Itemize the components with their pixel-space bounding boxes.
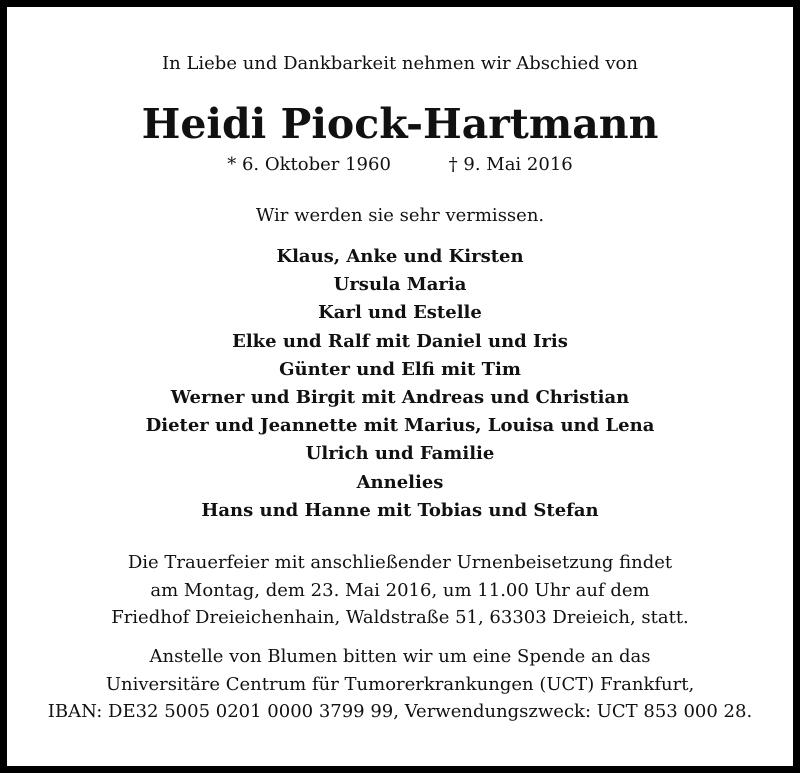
donation-info bbox=[7, 643, 793, 726]
death-date: † 9. Mai 2016 bbox=[448, 154, 573, 175]
mourners-list bbox=[7, 243, 793, 525]
ceremony-info bbox=[7, 549, 793, 632]
mourner-line: Hans und Hanne mit Tobias und Stefan bbox=[201, 499, 599, 521]
mourner-line: Klaus, Anke und Kirsten bbox=[276, 246, 524, 267]
ceremony-line: Die Trauerfeier mit anschließender Urnenbeisetzung findet bbox=[127, 552, 673, 573]
mourner-line: Karl und Estelle bbox=[318, 302, 482, 324]
donation-line: Universitäre Centrum für Tumorerkrankungen (UCT) Frankfurt, bbox=[105, 673, 695, 695]
intro-text: In Liebe und Dankbarkeit nehmen wir Abschied von bbox=[162, 53, 638, 74]
donation-line: Anstelle von Blumen bitten wir um eine Spende an das bbox=[149, 646, 651, 667]
deceased-name: Heidi Piock-Hartmann bbox=[141, 100, 659, 148]
birth-date: * 6. Oktober 1960 bbox=[227, 154, 391, 175]
miss-text: Wir werden sie sehr vermissen. bbox=[255, 205, 545, 226]
mourner-line: Werner und Birgit mit Andreas und Christian bbox=[170, 387, 630, 409]
mourner-line: Ulrich und Familie bbox=[305, 443, 495, 465]
mourner-line: Günter und Elfi mit Tim bbox=[279, 358, 521, 380]
mourner-line: Elke und Ralf mit Daniel und Iris bbox=[232, 330, 568, 352]
mourner-line: Annelies bbox=[356, 471, 444, 493]
mourner-line: Dieter und Jeannette mit Marius, Louisa und Lena bbox=[145, 415, 655, 437]
mourner-line: Ursula Maria bbox=[333, 274, 467, 296]
donation-line: IBAN: DE32 5005 0201 0000 3799 99, Verwendungszweck: UCT 853 000 28. bbox=[47, 701, 753, 722]
life-dates bbox=[7, 153, 793, 177]
ceremony-line: Friedhof Dreieichenhain, Waldstraße 51, 63303 Dreieich, statt. bbox=[111, 607, 689, 628]
ceremony-line: am Montag, dem 23. Mai 2016, um 11.00 Uhr auf dem bbox=[150, 579, 650, 601]
